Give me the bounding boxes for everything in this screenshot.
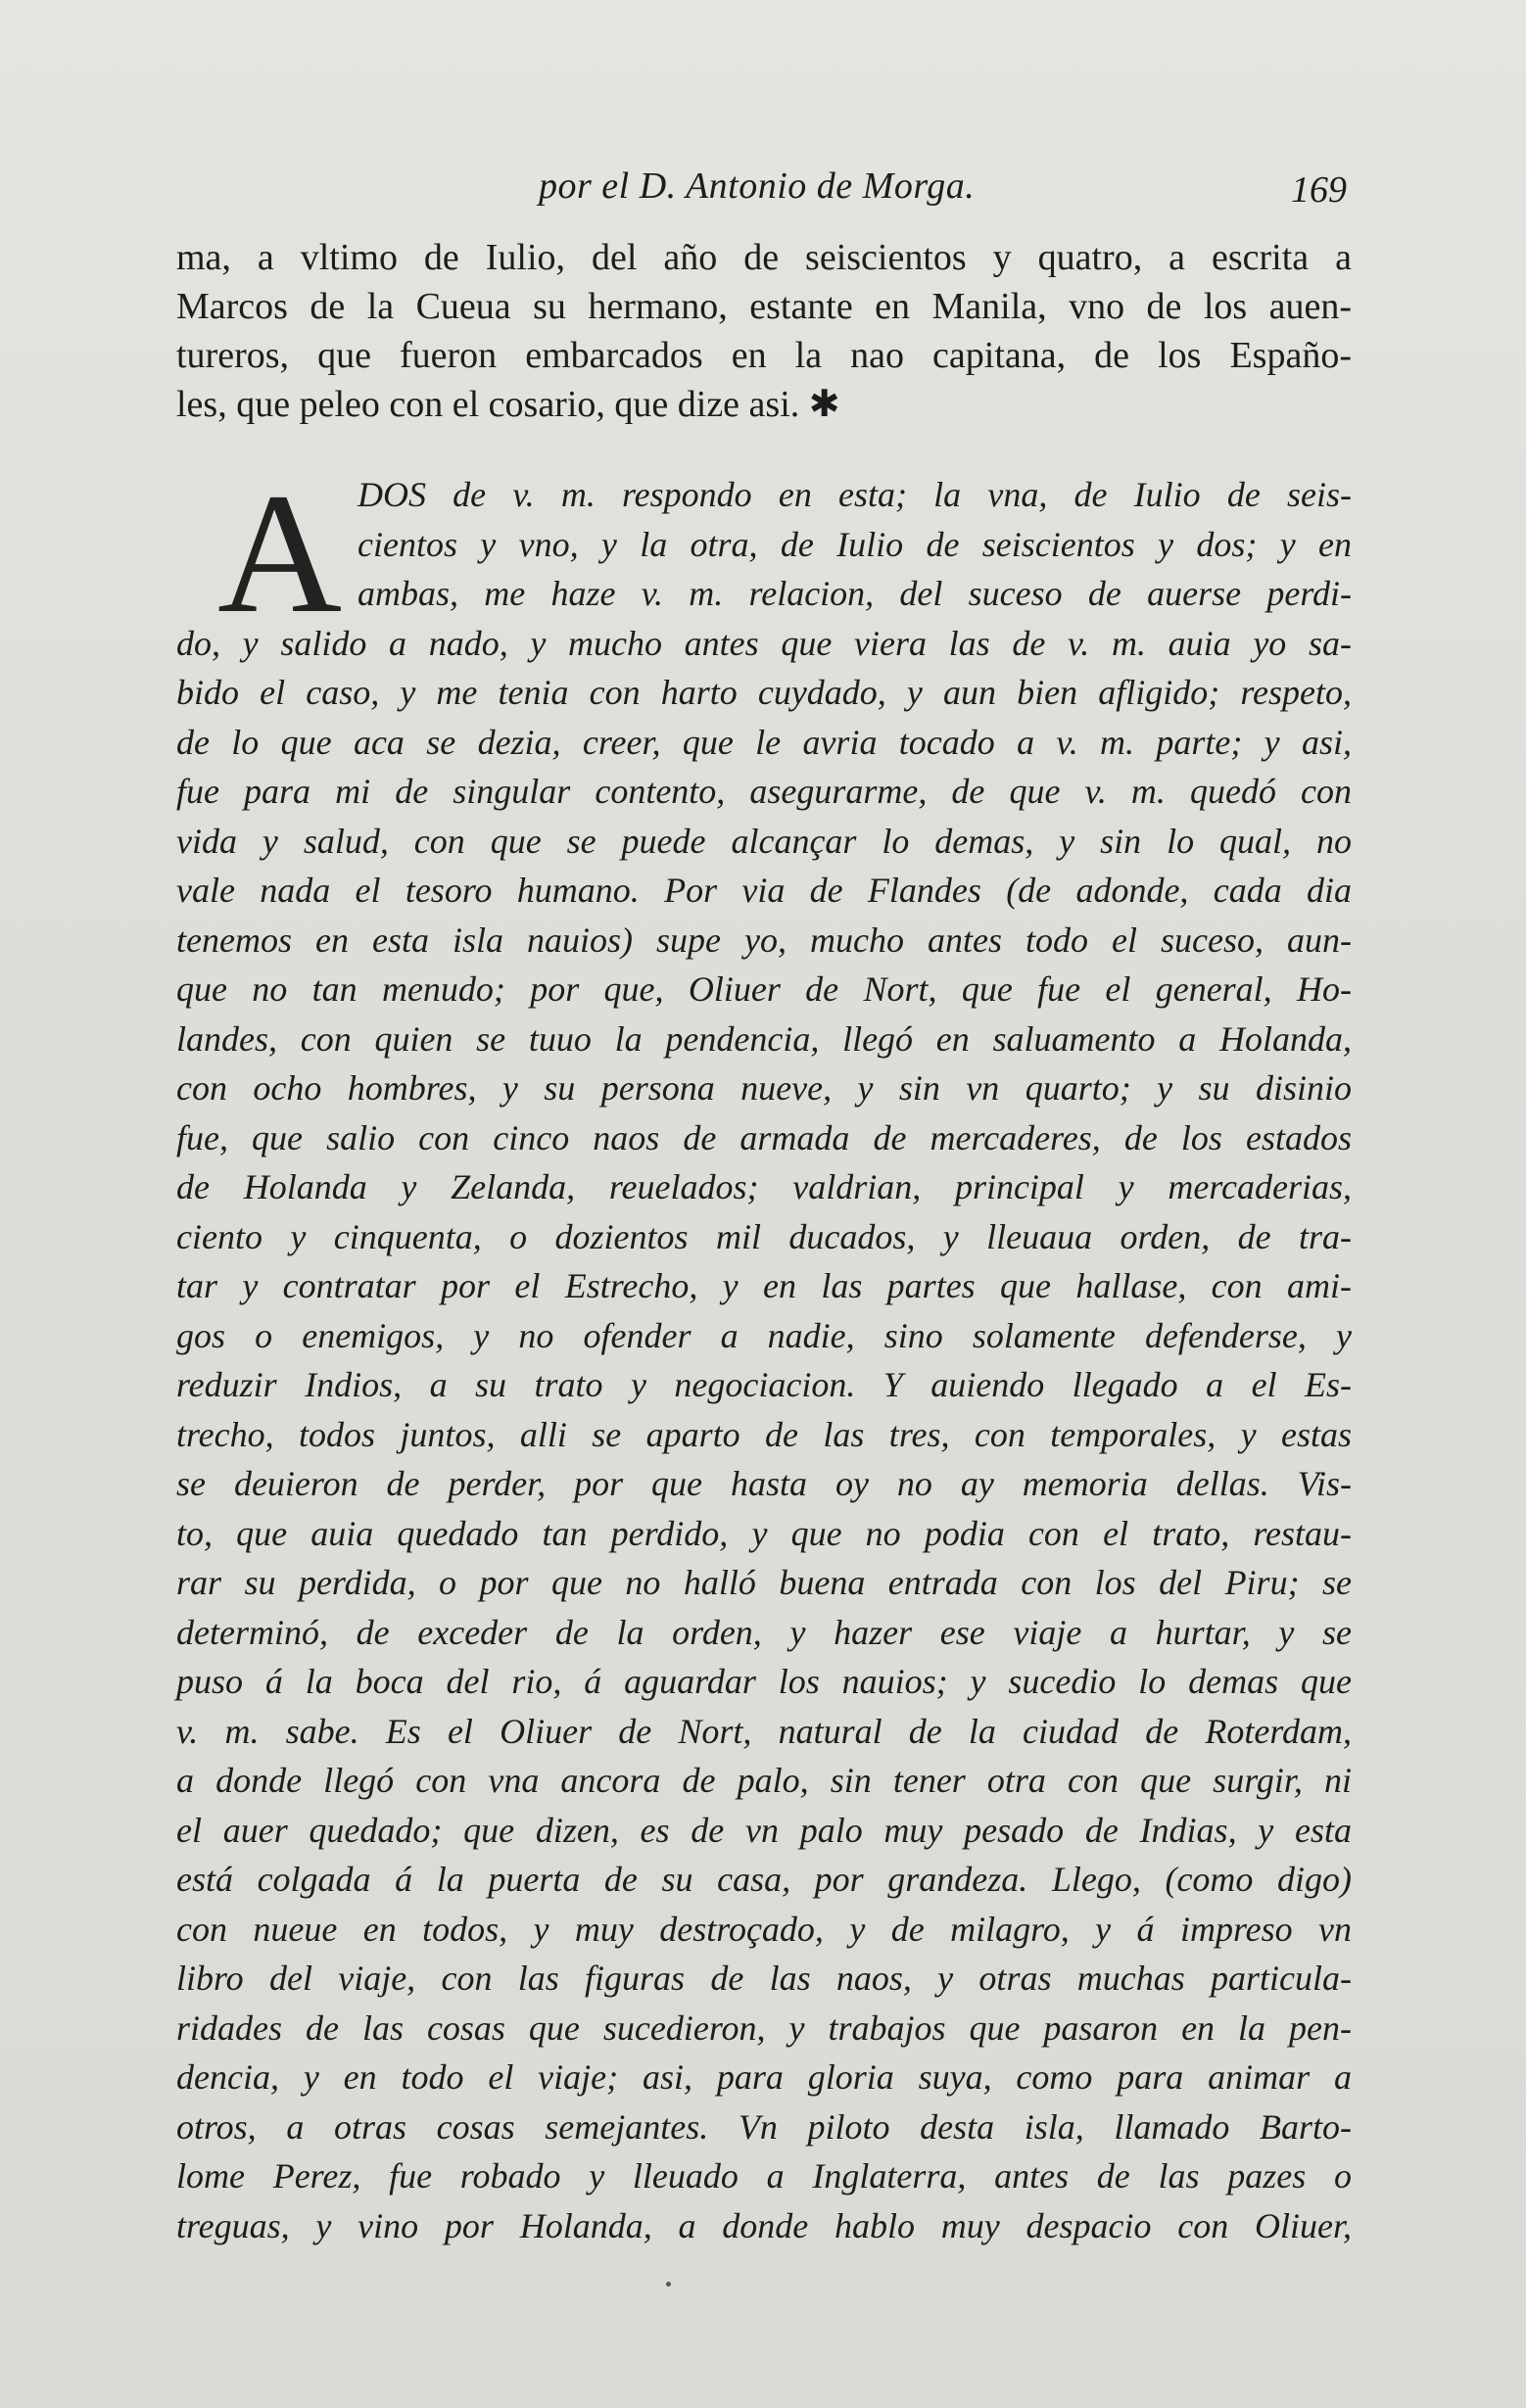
letter-line: tar y contratar por el Estrecho, y en las partes que hallase, con ami-: [176, 1266, 1352, 1305]
letter-line: está colgada á la puerta de su casa, por grandeza. Llego, (como digo): [176, 1860, 1352, 1899]
letter-line: cientos y vno, y la otra, de Iulio de seiscientos y dos; y en: [358, 524, 1352, 564]
letter-line: bido el caso, y me tenia con harto cuydado, y aun bien afligido; respeto,: [176, 673, 1352, 712]
letter-line: de lo que aca se dezia, creer, que le avria tocado a v. m. parte; y asi,: [176, 722, 1352, 762]
paper-speck: [666, 2282, 671, 2287]
letter-line: tenemos en esta isla nauios) supe yo, mucho antes todo el suceso, aun-: [176, 920, 1352, 960]
letter-line: libro del viaje, con las figuras de las naos, y otras muchas particula-: [176, 1959, 1352, 1998]
letter-line: vida y salud, con que se puede alcançar lo demas, y sin lo qual, no: [176, 821, 1352, 861]
letter-line: treguas, y vino por Holanda, a donde hablo muy despacio con Oliuer,: [176, 2205, 1352, 2245]
letter-line: determinó, de exceder de la orden, y hazer ese viaje a hurtar, y se: [176, 1612, 1352, 1652]
intro-line: ma, a vltimo de Iulio, del año de seiscientos y quatro, a escrita a: [176, 237, 1352, 278]
letter-line: con nueue en todos, y muy destroçado, y de milagro, y á impreso vn: [176, 1909, 1352, 1949]
drop-cap: A: [217, 458, 343, 649]
letter-line: se deuieron de perder, por que hasta oy no ay memoria dellas. Vis-: [176, 1464, 1352, 1503]
letter-line: el auer quedado; que dizen, es de vn palo muy pesado de Indias, y esta: [176, 1810, 1352, 1850]
letter-line: de Holanda y Zelanda, reuelados; valdrian, principal y mercaderias,: [176, 1167, 1352, 1206]
intro-line: tureros, que fueron embarcados en la nao capitana, de los Españo-: [176, 335, 1352, 376]
page-number: 169: [1291, 169, 1347, 211]
letter-line: fue, que salio con cinco naos de armada de mercaderes, de los estados: [176, 1117, 1352, 1157]
letter-line: rar su perdida, o por que no halló buena entrada con los del Piru; se: [176, 1563, 1352, 1602]
intro-line: les, que peleo con el cosario, que dize asi. ✱: [176, 384, 840, 425]
letter-line: otros, a otras cosas semejantes. Vn piloto desta isla, llamado Barto-: [176, 2106, 1352, 2147]
letter-text: [176, 458, 1352, 2250]
letter-line: fue para mi de singular contento, asegurarme, de que v. m. quedó con: [176, 772, 1352, 811]
letter-line: reduzir Indios, a su trato y negociacion. Y auiendo llegado a el Es-: [176, 1365, 1352, 1404]
running-title: por el D. Antonio de Morga.: [539, 165, 976, 207]
letter-line: DOS de v. m. respondo en esta; la vna, de Iulio de seis-: [358, 475, 1352, 514]
intro-paragraph: [176, 233, 1352, 429]
letter-line: que no tan menudo; por que, Oliuer de Nort, que fue el general, Ho-: [176, 969, 1352, 1009]
letter-line: v. m. sabe. Es el Oliuer de Nort, natural de la ciudad de Roterdam,: [176, 1711, 1352, 1751]
letter-line: ambas, me haze v. m. relacion, del suceso de auerse perdi-: [358, 574, 1352, 613]
page-header: [176, 165, 1347, 213]
letter-line: to, que auia quedado tan perdido, y que no podia con el trato, restau-: [176, 1513, 1352, 1553]
letter-line: a donde llegó con vna ancora de palo, sin tener otra con que surgir, ni: [176, 1761, 1352, 1800]
letter-line: gos o enemigos, y no ofender a nadie, sino solamente defenderse, y: [176, 1315, 1352, 1355]
letter-line: dencia, y en todo el viaje; asi, para gloria suya, como para animar a: [176, 2057, 1352, 2097]
letter-line: ridades de las cosas que sucedieron, y trabajos que pasaron en la pen-: [176, 2007, 1352, 2048]
letter-line: ciento y cinquenta, o dozientos mil ducados, y lleuaua orden, de tra-: [176, 1216, 1352, 1256]
letter-line: landes, con quien se tuuo la pendencia, llegó en saluamento a Holanda,: [176, 1018, 1352, 1059]
letter-line: vale nada el tesoro humano. Por via de Flandes (de adonde, cada dia: [176, 871, 1352, 910]
letter-line: puso á la boca del rio, á aguardar los nauios; y sucedio lo demas que: [176, 1662, 1352, 1701]
letter-line: con ocho hombres, y su persona nueve, y sin vn quarto; y su disinio: [176, 1068, 1352, 1108]
letter-line: trecho, todos juntos, alli se aparto de las tres, con temporales, y estas: [176, 1414, 1352, 1454]
intro-line: Marcos de la Cueua su hermano, estante en Manila, vno de los auen-: [176, 286, 1352, 327]
letter-line: lome Perez, fue robado y lleuado a Inglaterra, antes de las pazes o: [176, 2156, 1352, 2196]
letter-line: do, y salido a nado, y mucho antes que viera las de v. m. auia yo sa-: [176, 623, 1352, 663]
